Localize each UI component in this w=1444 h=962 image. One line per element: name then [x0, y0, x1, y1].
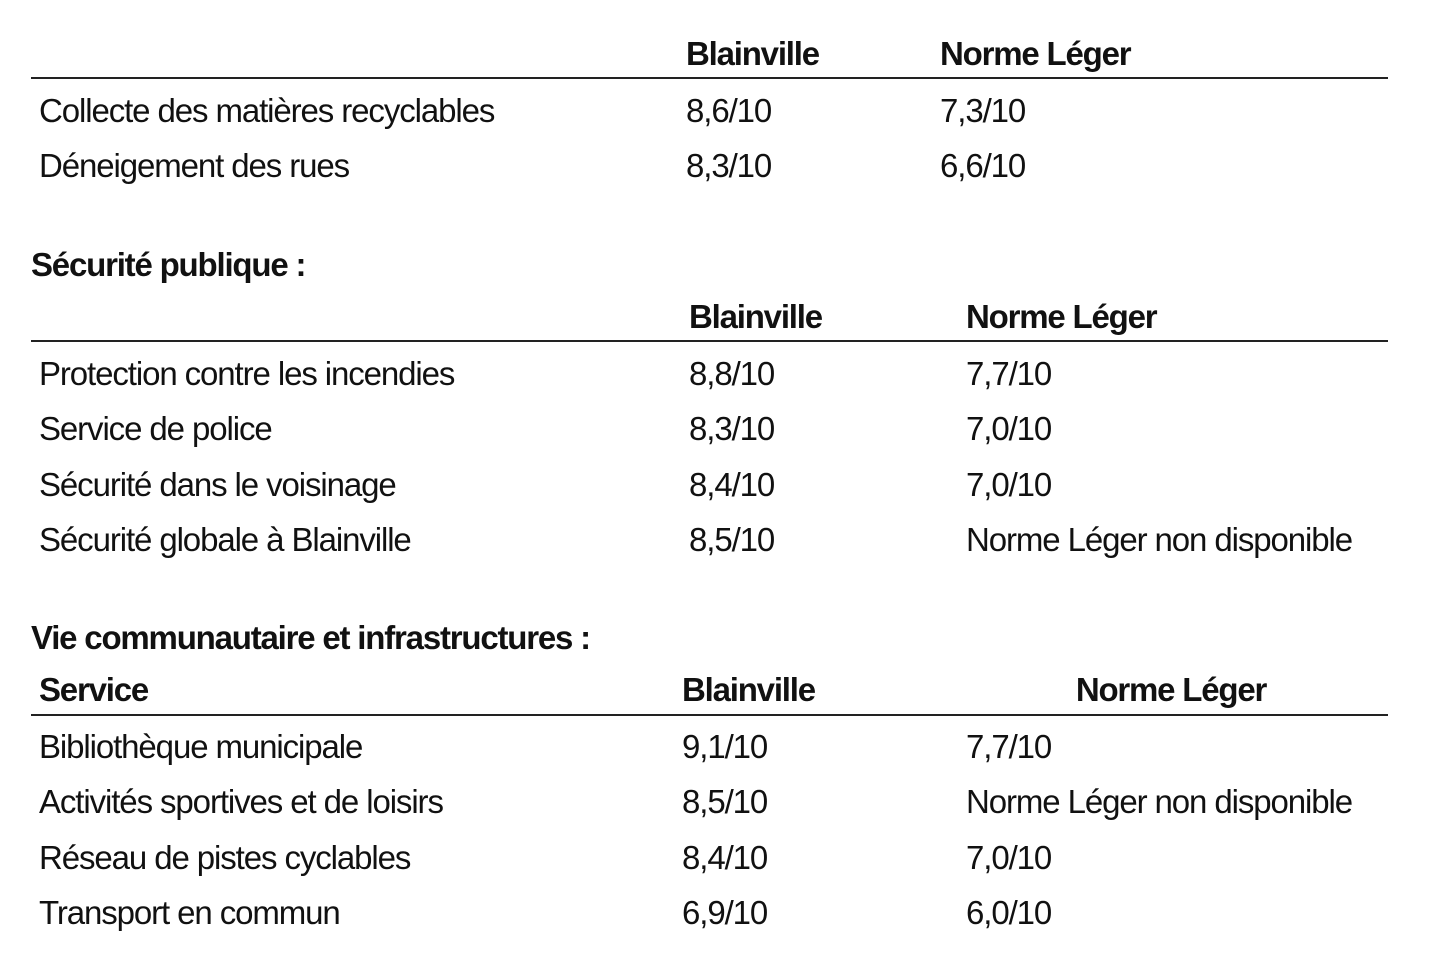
service-label: Réseau de pistes cyclables	[39, 839, 411, 876]
column-header-norme-leger: Norme Léger	[966, 298, 1157, 335]
service-label: Collecte des matières recyclables	[39, 92, 495, 129]
norme-score: 7,7/10	[966, 728, 1052, 765]
header-rule	[31, 77, 1388, 79]
column-header-blainville: Blainville	[689, 298, 822, 335]
blainville-score: 8,5/10	[682, 783, 768, 820]
norme-score: 7,7/10	[966, 355, 1052, 392]
blainville-score: 8,3/10	[686, 147, 772, 184]
service-label: Sécurité dans le voisinage	[39, 466, 396, 503]
header-rule	[31, 714, 1388, 716]
blainville-score: 8,8/10	[689, 355, 775, 392]
column-header-norme-leger: Norme Léger	[1075, 671, 1267, 708]
blainville-score: 8,3/10	[689, 410, 775, 447]
service-label: Sécurité globale à Blainville	[39, 521, 411, 558]
service-label: Déneigement des rues	[39, 147, 350, 184]
service-label: Service de police	[39, 410, 272, 447]
blainville-score: 8,5/10	[689, 521, 775, 558]
header-rule	[31, 340, 1388, 342]
column-header-blainville: Blainville	[682, 671, 815, 708]
norme-score: 7,3/10	[940, 92, 1026, 129]
blainville-score: 6,9/10	[682, 894, 768, 931]
section-title-vie-communautaire: Vie communautaire et infrastructures :	[31, 619, 590, 656]
norme-score: 6,6/10	[940, 147, 1026, 184]
norme-score: 7,0/10	[966, 410, 1052, 447]
norme-score: Norme Léger non disponible	[966, 521, 1352, 558]
section-title-securite-publique: Sécurité publique :	[31, 246, 306, 283]
service-label: Transport en commun	[39, 894, 340, 931]
column-header-blainville: Blainville	[686, 35, 819, 72]
blainville-score: 8,6/10	[686, 92, 772, 129]
blainville-score: 9,1/10	[682, 728, 768, 765]
norme-score: 7,0/10	[966, 839, 1052, 876]
column-header-norme-leger: Norme Léger	[940, 35, 1131, 72]
column-header-service: Service	[39, 671, 149, 708]
service-label: Activités sportives et de loisirs	[39, 783, 443, 820]
norme-score: Norme Léger non disponible	[966, 783, 1352, 820]
service-label: Protection contre les incendies	[39, 355, 455, 392]
blainville-score: 8,4/10	[682, 839, 768, 876]
service-label: Bibliothèque municipale	[39, 728, 363, 765]
norme-score: 7,0/10	[966, 466, 1052, 503]
norme-score: 6,0/10	[966, 894, 1052, 931]
blainville-score: 8,4/10	[689, 466, 775, 503]
